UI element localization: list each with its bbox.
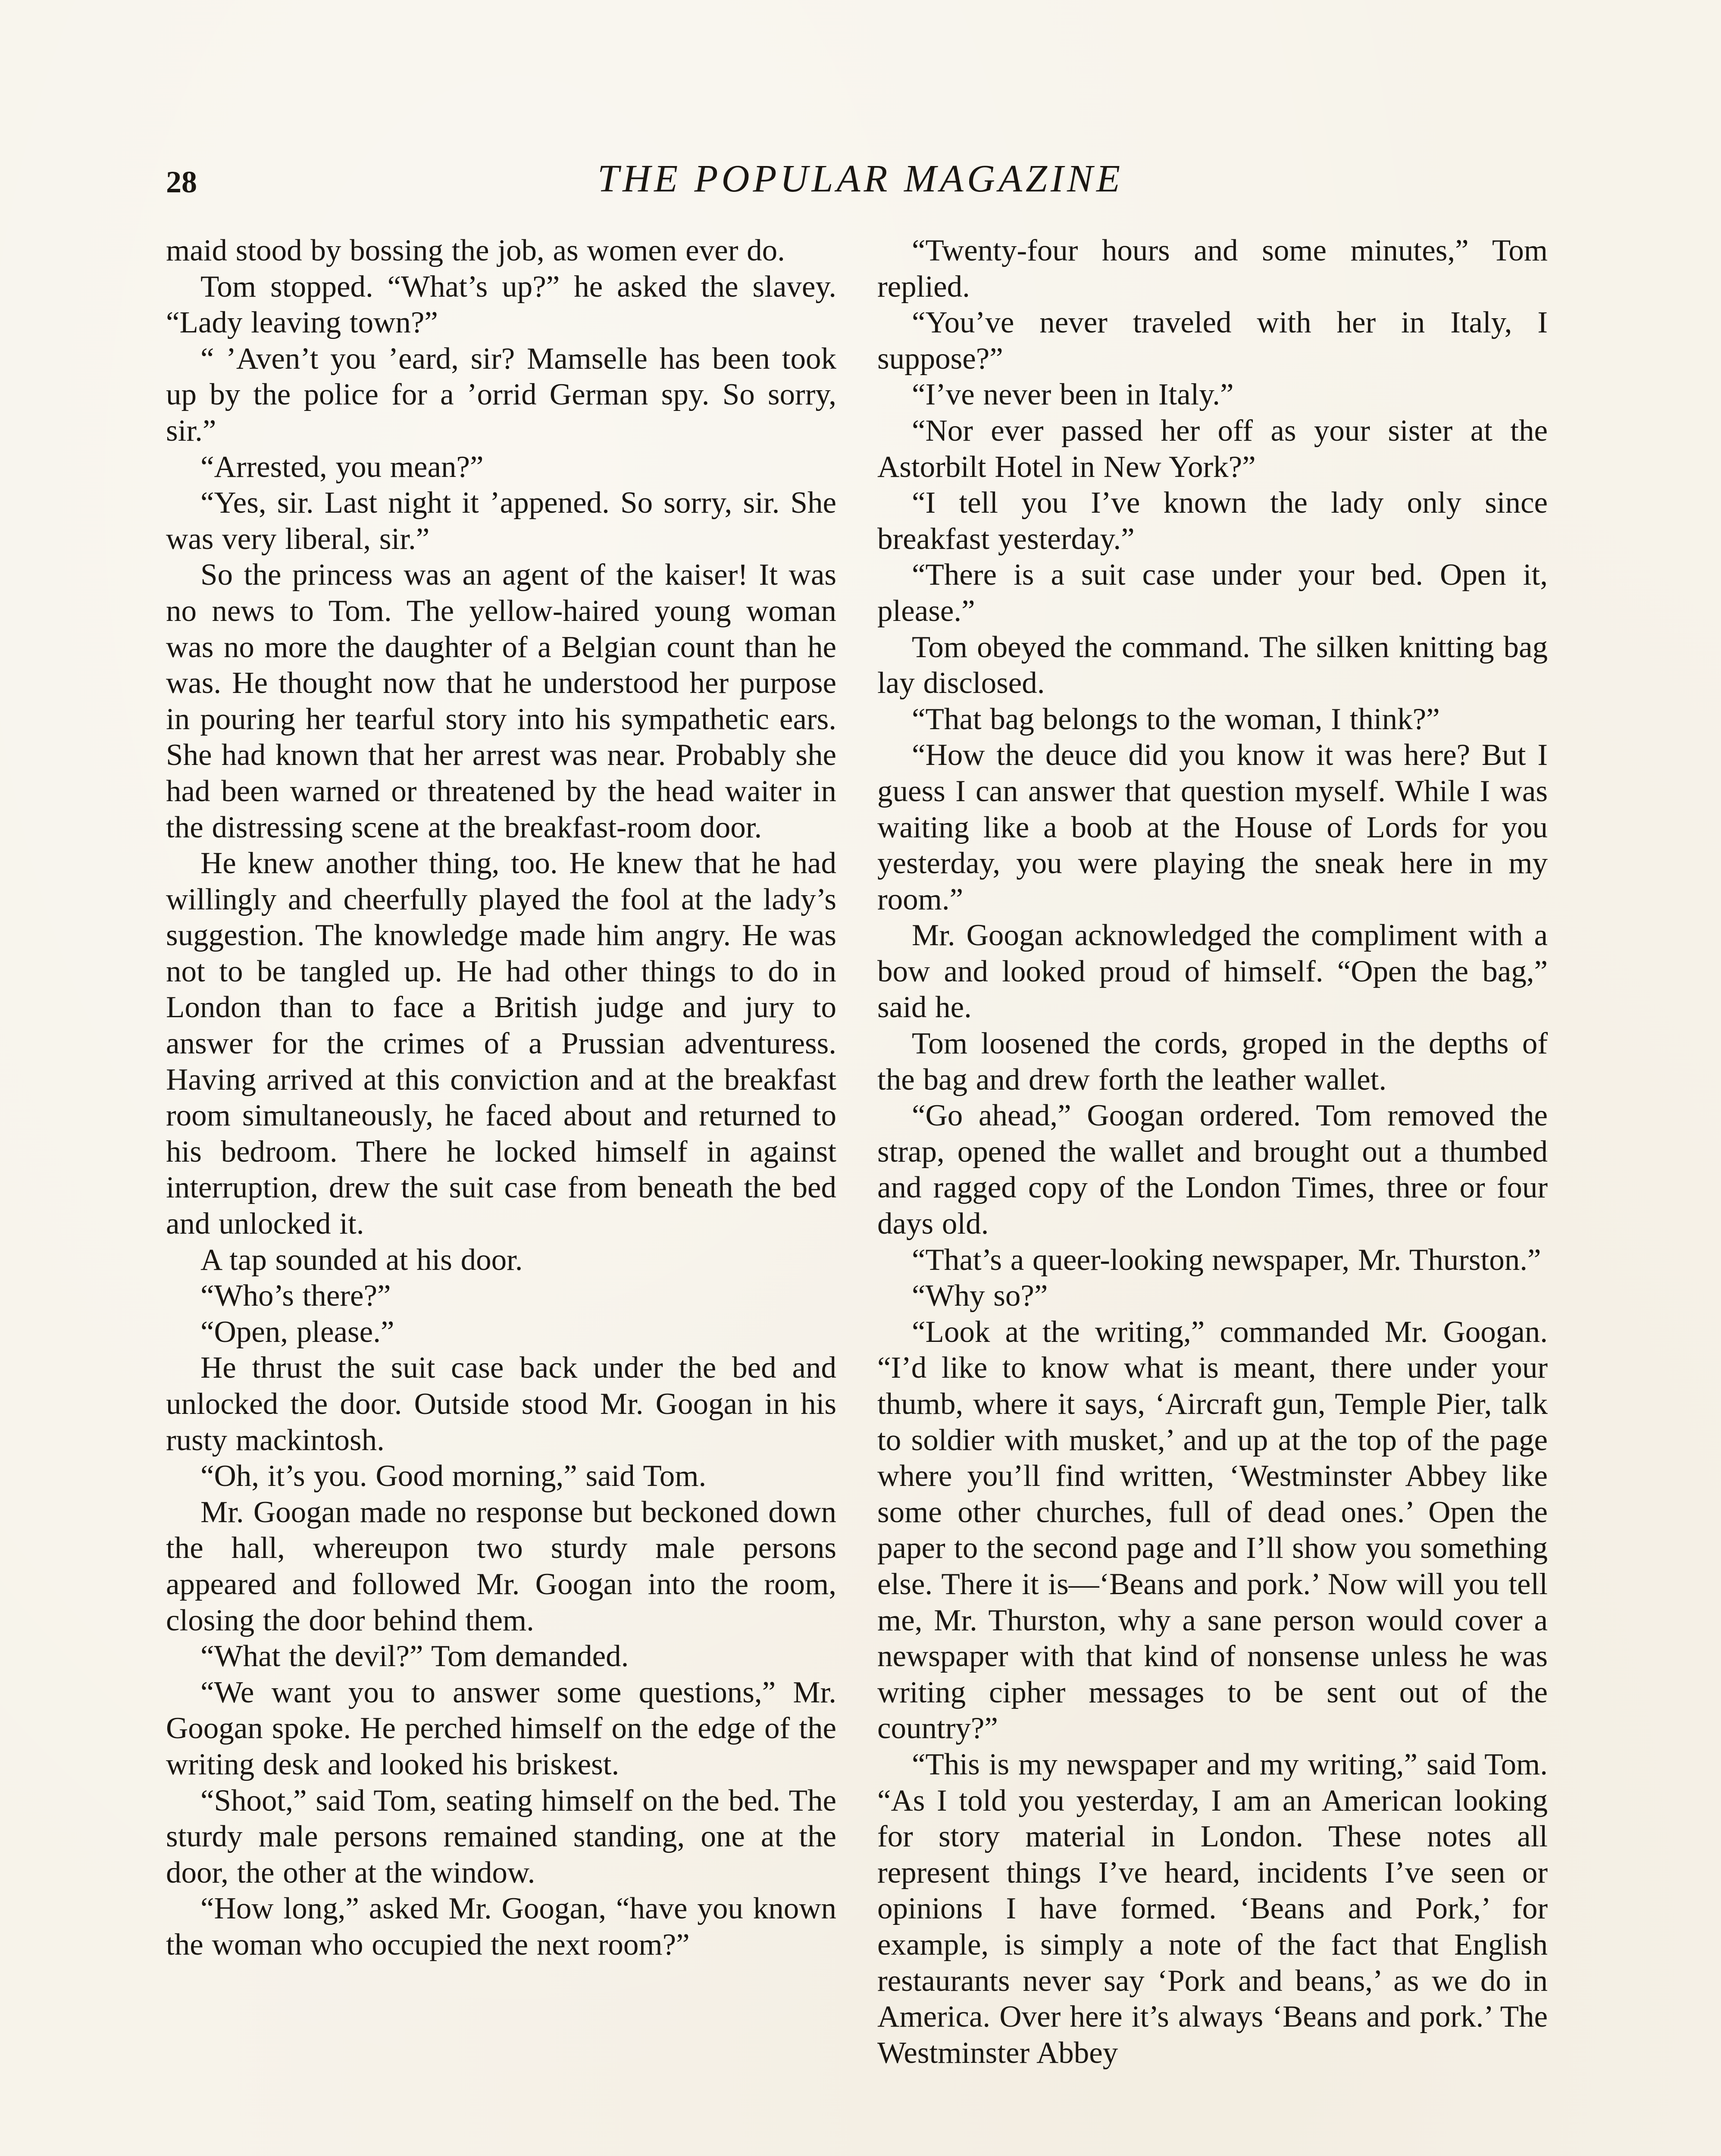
paragraph: “That bag belongs to the woman, I think?” bbox=[912, 702, 1440, 736]
paragraph: “Nor ever passed her off as your sister at the Astorbilt Hotel in New York?” bbox=[877, 414, 1548, 484]
paragraph: “You’ve never traveled with her in Italy, I suppose?” bbox=[877, 306, 1548, 376]
paragraph: “How long,” asked Mr. Googan, “have you known the woman who occupied the next room?” bbox=[166, 1892, 836, 1962]
paragraph: “Go ahead,” Googan ordered. Tom removed the strap, opened the wallet and brought out a thumbed and ragged copy of the London Times, three or four days old. bbox=[877, 1099, 1548, 1241]
paragraph: “This is my newspaper and my writing,” said Tom. “As I told you yesterday, I am an American looking for story material in London. These notes all represent things I’ve heard, incidents I’ve seen or opinions I have formed. ‘Beans and Pork,’ for example, is simply a note of the fact that English restaurants never say ‘Pork and beans,’ as we do in America. Over here it’s always ‘Beans and pork.’ The Westminster Abbey bbox=[877, 1747, 1548, 2070]
paragraph: So the princess was an agent of the kaiser! It was no news to Tom. The yellow-haired young woman was no more the daughter of a Belgian count than he was. He thought now that he understood her purpose in pouring her tearful story into his sympathetic ears. She had known that her arrest was near. Probably she had been warned or threatened by the head waiter in the distressing scene at the breakfast-room door. bbox=[166, 558, 836, 844]
paragraph: “Who’s there?” bbox=[200, 1279, 391, 1313]
paragraph: “Open, please.” bbox=[200, 1315, 394, 1349]
paragraph: “Yes, sir. Last night it ’appened. So sorry, sir. She was very liberal, sir.” bbox=[166, 486, 836, 556]
paragraph: “Twenty-four hours and some minutes,” Tom replied. bbox=[877, 234, 1548, 304]
paragraph: “Why so?” bbox=[912, 1279, 1048, 1313]
paragraph: “How the deuce did you know it was here? But I guess I can answer that question myself. While I was waiting like a boob at the House of Lords for you yesterday, you were playing the sneak here in my room.” bbox=[877, 738, 1548, 916]
paragraph: He knew another thing, too. He knew that he had willingly and cheerfully played the fool at the lady’s suggestion. The knowledge made him angry. He was not to be tangled up. He had other things to do in London than to face a British judge and jury to answer for the crimes of a Prussian adventuress. Having arrived at this conviction and at the breakfast room simultaneously, he faced about and returned to his bedroom. There he locked himself in against interruption, drew the suit case from beneath the bed and unlocked it. bbox=[166, 846, 836, 1241]
page-number: 28 bbox=[166, 165, 197, 199]
paragraph: “Oh, it’s you. Good morning,” said Tom. bbox=[200, 1459, 707, 1493]
right-column bbox=[877, 233, 1548, 2071]
paragraph: Tom loosened the cords, groped in the depths of the bag and drew forth the leather wallet. bbox=[877, 1027, 1548, 1097]
paragraph: “We want you to answer some questions,” Mr. Googan spoke. He perched himself on the edge of the writing desk and looked his briskest. bbox=[166, 1675, 836, 1781]
paragraph: “I tell you I’ve known the lady only since breakfast yesterday.” bbox=[877, 486, 1548, 556]
paragraph: Tom obeyed the command. The silken knitting bag lay disclosed. bbox=[877, 630, 1548, 700]
paragraph: “Arrested, you mean?” bbox=[200, 450, 484, 484]
paragraph: “ ’Aven’t you ’eard, sir? Mamselle has been took up by the police for a ’orrid German spy. So sorry, sir.” bbox=[166, 342, 836, 448]
left-column bbox=[166, 233, 836, 1963]
page-header bbox=[166, 155, 1555, 216]
running-title: THE POPULAR MAGAZINE bbox=[598, 157, 1123, 200]
paragraph: “That’s a queer-looking newspaper, Mr. Thurston.” bbox=[912, 1243, 1541, 1277]
paragraph: He thrust the suit case back under the bed and unlocked the door. Outside stood Mr. Googan in his rusty mackintosh. bbox=[166, 1351, 836, 1457]
paragraph: “I’ve never been in Italy.” bbox=[912, 378, 1234, 412]
paragraph: maid stood by bossing the job, as women ever do. bbox=[166, 234, 785, 267]
paragraph: “Shoot,” said Tom, seating himself on the bed. The sturdy male persons remained standing, one at the door, the other at the window. bbox=[166, 1783, 836, 1890]
paragraph: “There is a suit case under your bed. Open it, please.” bbox=[877, 558, 1548, 628]
paragraph: Mr. Googan acknowledged the compliment with a bow and looked proud of himself. “Open the bag,” said he. bbox=[877, 918, 1548, 1025]
paragraph: A tap sounded at his door. bbox=[200, 1243, 523, 1277]
paragraph: Tom stopped. “What’s up?” he asked the slavey. “Lady leaving town?” bbox=[166, 270, 836, 340]
paragraph: Mr. Googan made no response but beckoned down the hall, whereupon two sturdy male persons appeared and followed Mr. Googan into the room, closing the door behind them. bbox=[166, 1495, 836, 1637]
paragraph: “What the devil?” Tom demanded. bbox=[200, 1639, 629, 1673]
paragraph: “Look at the writing,” commanded Mr. Googan. “I’d like to know what is meant, there under your thumb, where it says, ‘Aircraft gun, Temple Pier, talk to soldier with musket,’ and up at the top of the page where you’ll find written, ‘Westminster Abbey like some other churches, full of dead ones.’ Open the paper to the second page and I’ll show you something else. There it is—‘Beans and pork.’ Now will you tell me, Mr. Thurston, why a sane person would cover a newspaper with that kind of nonsense unless he was writing cipher messages to be sent out of the country?” bbox=[877, 1315, 1548, 1745]
